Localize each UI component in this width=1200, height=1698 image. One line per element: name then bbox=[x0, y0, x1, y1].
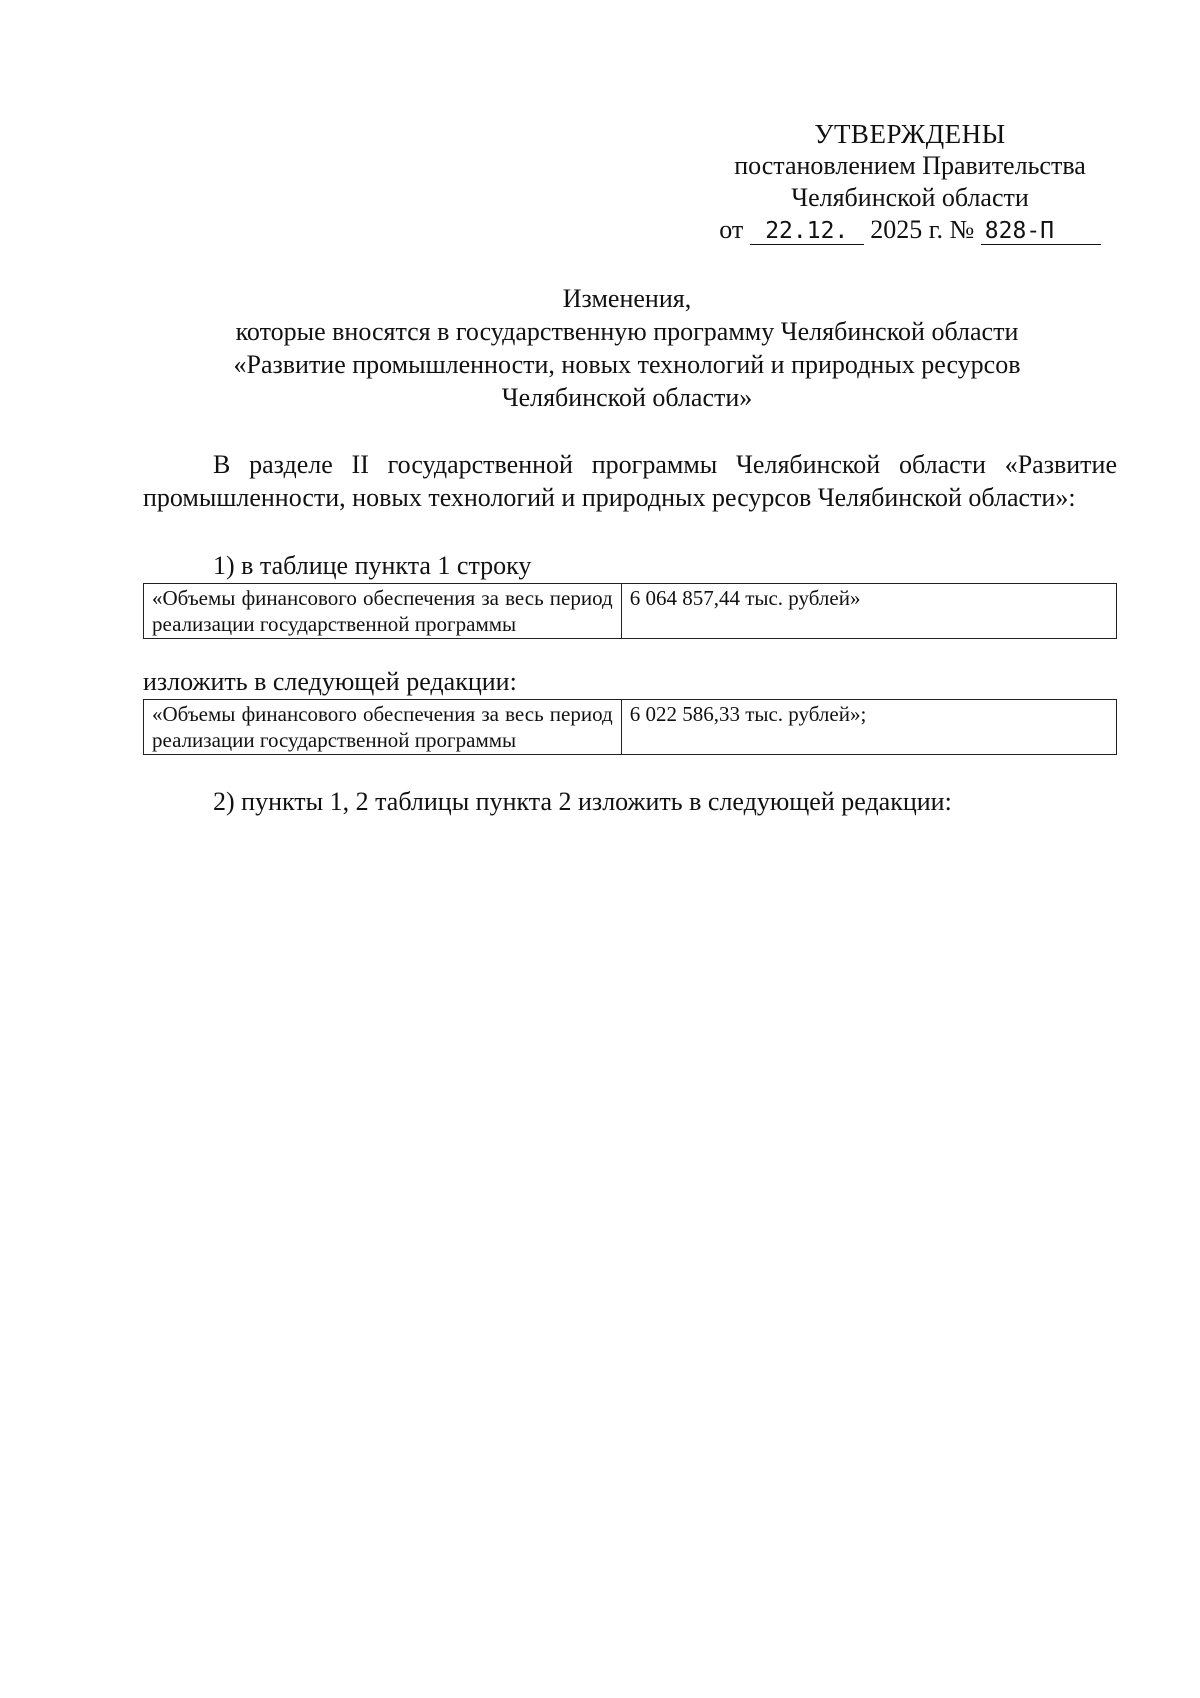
document-title bbox=[140, 282, 1114, 414]
old-row-label: «Объемы финансового обеспечения за весь период реализации государственной программы bbox=[144, 584, 622, 639]
table-row bbox=[144, 700, 1117, 755]
new-row-label: «Объемы финансового обеспечения за весь период реализации государственной программы bbox=[144, 700, 622, 755]
item-1-text: 1) в таблице пункта 1 строку bbox=[213, 551, 532, 580]
intro-paragraph: В разделе II государственной программы Челябинской области «Развитие промышленности, новых технологий и природных ресурсов Челябинской области»: bbox=[143, 450, 1117, 512]
approval-date-line bbox=[700, 214, 1120, 246]
approval-line-2: Челябинской области bbox=[791, 183, 1029, 212]
old-row-table bbox=[143, 583, 1117, 639]
approval-line-1: постановлением Правительства bbox=[734, 151, 1086, 180]
new-row-table bbox=[143, 699, 1117, 755]
title-line-4: Челябинской области» bbox=[501, 383, 753, 412]
approval-block bbox=[700, 118, 1120, 246]
approved-heading: УТВЕРЖДЕНЫ bbox=[814, 119, 1006, 149]
handwritten-number: 828-П bbox=[981, 218, 1101, 245]
title-line-3: «Развитие промышленности, новых технологий и природных ресурсов bbox=[233, 350, 1021, 379]
item-2-text: 2) пункты 1, 2 таблицы пункта 2 изложить в следующей редакции: bbox=[213, 787, 952, 816]
handwritten-date: 22.12. bbox=[750, 218, 864, 245]
new-row-value: 6 022 586,33 тыс. рублей»; bbox=[621, 700, 1116, 755]
year-text: 2025 г. № bbox=[870, 215, 975, 244]
replace-text: изложить в следующей редакции: bbox=[143, 667, 517, 696]
date-prefix: от bbox=[719, 215, 744, 244]
old-row-value: 6 064 857,44 тыс. рублей» bbox=[621, 584, 1116, 639]
table-row bbox=[144, 584, 1117, 639]
title-line-2: которые вносятся в государственную программу Челябинской области bbox=[235, 317, 1019, 346]
title-line-1: Изменения, bbox=[562, 284, 692, 313]
